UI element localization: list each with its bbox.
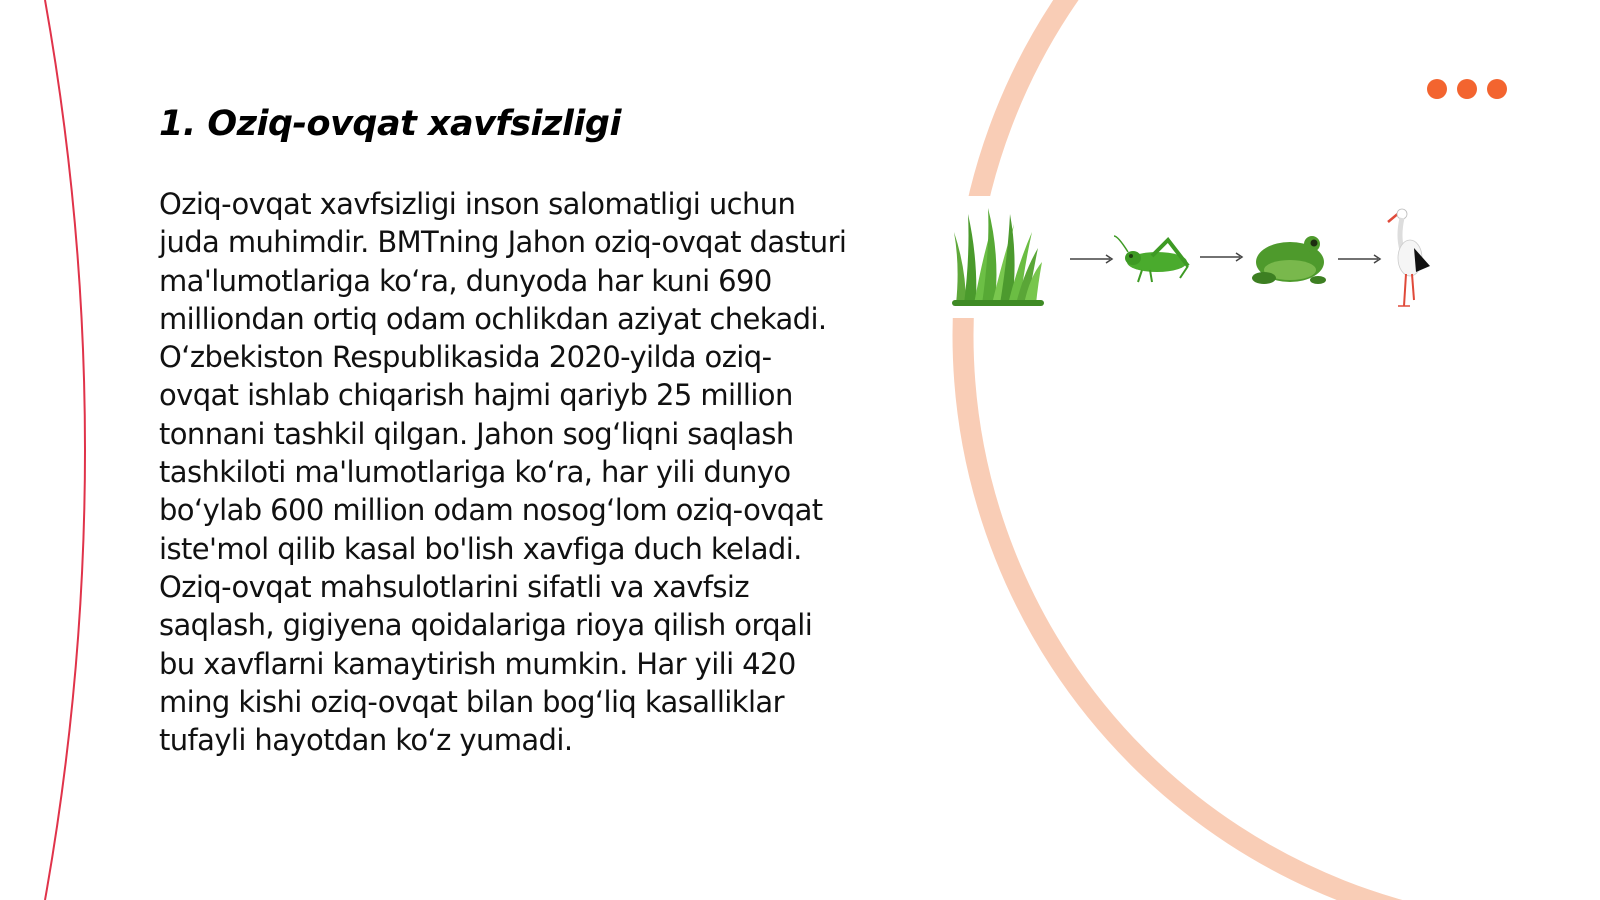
frog-icon <box>1252 236 1326 284</box>
food-chain-illustration <box>952 196 1452 326</box>
grasshopper-icon <box>1114 236 1188 282</box>
left-curve-line <box>45 0 85 900</box>
decorative-ring <box>963 0 1600 900</box>
dot <box>1457 79 1477 99</box>
dot <box>1487 79 1507 99</box>
slide-title: 1. Oziq-ovqat xavfsizligi <box>159 104 621 144</box>
stork-icon <box>1388 209 1430 306</box>
arrow-right-icon <box>1338 255 1380 263</box>
dot <box>1427 79 1447 99</box>
arrow-right-icon <box>1200 253 1242 261</box>
menu-dots <box>1427 79 1507 99</box>
slide-body-text: Oziq-ovqat xavfsizligi inson salomatligi uchun juda muhimdir. BMTning Jahon oziq-ovqat dasturi ma'lumotlariga ko‘ra, dunyoda har kuni 690 milliondan ortiq odam ochlikdan aziyat chekadi. O‘zbekiston Respublikasida 2020-yilda oziq-ovqat ishlab chiqarish hajmi qariyb 25 million tonnani tashkil qilgan. Jahon sog‘liqni saqlash tashkiloti ma'lumotlariga ko‘ra, har yili dunyo bo‘ylab 600 million odam nosog‘lom oziq-ovqat iste'mol qilib kasal bo'lish xavfiga duch keladi. Oziq-ovqat mahsulotlarini sifatli va xavfsiz saqlash, gigiyena qoidalariga rioya qilish orqali bu xavflarni kamaytirish mumkin. Har yili 420 ming kishi oziq-ovqat bilan bog‘liq kasalliklar tufayli hayotdan ko‘z yumadi. <box>159 187 847 758</box>
arrow-right-icon <box>1070 255 1112 263</box>
